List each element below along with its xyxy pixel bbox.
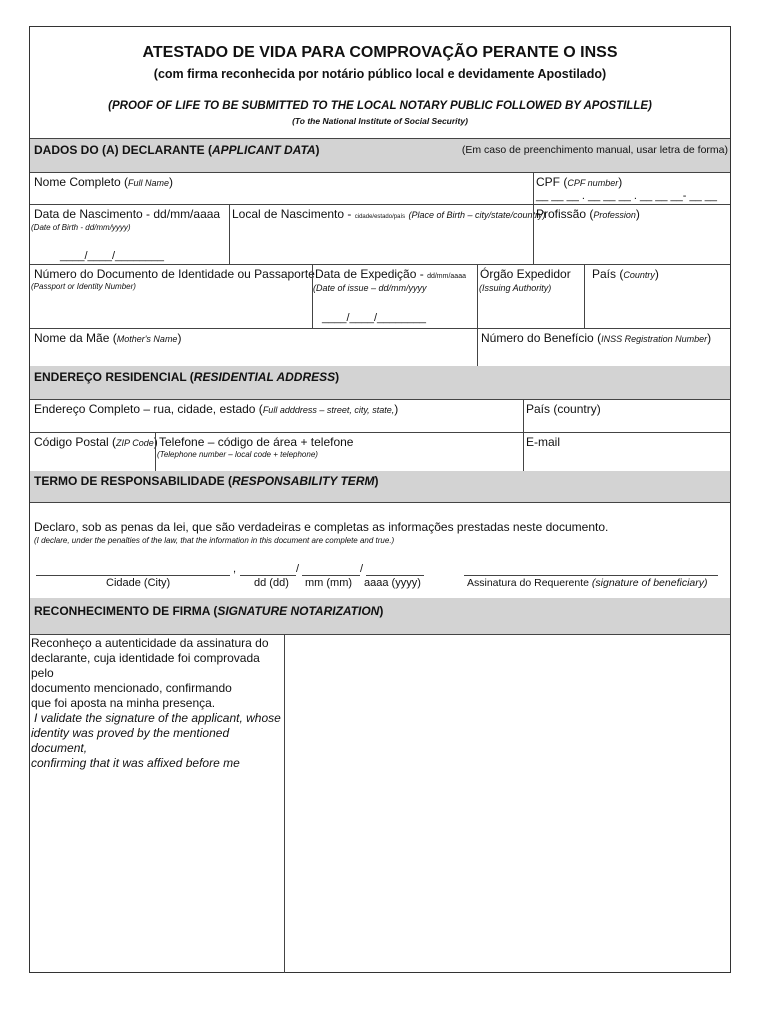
full-name-label-en: Full Name bbox=[128, 178, 170, 188]
birth-date-label: Data de Nascimento - dd/mm/aaaa bbox=[34, 207, 221, 221]
fill-instruction-note: (Em caso de preenchimento manual, usar letra de forma) bbox=[461, 144, 728, 156]
heading-close: ) bbox=[335, 370, 340, 384]
divider bbox=[523, 399, 524, 471]
full-address-label-en: Full adddress – street, city, state, bbox=[262, 405, 395, 415]
month-line[interactable] bbox=[302, 575, 360, 576]
declaration-text-en: (I declare, under the penalties of the law, that the information in this document are complete and true.) bbox=[34, 536, 395, 545]
notarization-line: declarante, cuja identidade foi comprovada pelo bbox=[31, 651, 260, 680]
form-subtitle: (com firma reconhecida por notário público local e devidamente Apostilado) bbox=[153, 67, 607, 81]
month-label: mm (mm) bbox=[305, 577, 353, 589]
proof-of-life-form: ATESTADO DE VIDA PARA COMPROVAÇÃO PERANTE O INSS (com firma reconhecida por notário público local e devidamente Apostilado) (PROOF OF LIFE TO BE SUBMITTED TO THE LOCAL NOTARY PUBLIC FOLLOWED BY APOSTILLE) (To the National Institute of Social Security) DADOS DO (A) DECLARANTE (APPLICANT DATA) (Em caso de preenchimento manual, usar letra de forma) Nome Completo (Full Name) CPF (CPF number) __ __ __ . __ __ __ . __ __ __- __ __ Data de Nascimento - dd/mm/aaaa (Date of Birth - dd/mm/yyyy) ____/____/________ Local de Nascimento - cidade/estado/país (Place of Birth – city/state/country) Profissão (Profession) Número do Documento de Identidade ou Passaporte (Passport or Identity Number) Data de Expedição - dd/mm/aaaa (Date of issue – dd/mm/yyyy ____/____/________ Órgão Expedidor (Issuing Authority) País (Country) Nome da Mãe (Mother's Name) Número do Benefício (INSS Registration Number) ENDEREÇO RESIDENCIAL (RESIDENTIAL ADDRESS) Endereço Completo – rua, cidade, estado (Full adddress – street, city, state,) País (country) Código Postal (ZIP Code) Telefone – código de área + telefone (Telephone number – local code + telephone) E-mail TERMO DE RESPONSABILIDADE (RESPONSABILITY TERM) Declaro, sob as penas da lei, que são verdadeiras e completas as informações prestadas neste documento. (I declare, under the penalties of the law, that the information in this document are complete and true.) , / / Cidade (City) dd (dd) mm (mm) aaaa (yyyy) Assinatura do Requerente (signature of beneficiary) RECONHECIMENTO DE FIRMA (SIGNATURE NOTARIZATION) Reconheço a autenticidade da assinatura do declarante, cuja identidade foi comprovada pelo documento mencionado, confirmando que foi aposta na minha presença. I validate the signature of the applicant, whose identity was proved by the mentioned document, confirming that it was affixed before me bbox=[29, 26, 731, 973]
divider bbox=[533, 204, 534, 264]
divider bbox=[30, 204, 730, 205]
heading-pt: RECONHECIMENTO DE FIRMA ( bbox=[34, 604, 218, 618]
heading-en: RESIDENTIAL ADDRESS bbox=[193, 370, 336, 384]
divider bbox=[30, 432, 730, 433]
city-label: Cidade (City) bbox=[106, 577, 171, 589]
document-number-label-en: (Passport or Identity Number) bbox=[31, 282, 136, 291]
telephone-label: Telefone – código de área + telefone bbox=[159, 435, 354, 449]
notarization-line: documento mencionado, confirmando bbox=[31, 681, 232, 695]
heading-en: APPLICANT DATA bbox=[212, 143, 316, 157]
full-address-label: Endereço Completo – rua, cidade, estado ( bbox=[34, 402, 263, 416]
divider bbox=[30, 138, 730, 139]
notarization-text bbox=[31, 636, 283, 771]
country-label-en: Country bbox=[623, 270, 655, 280]
birth-place-small: cidade/estado/país bbox=[354, 214, 406, 220]
heading-pt: ENDEREÇO RESIDENCIAL ( bbox=[34, 370, 194, 384]
mother-name-label: Nome da Mãe ( bbox=[34, 331, 117, 345]
day-line[interactable] bbox=[240, 575, 296, 576]
full-address-field[interactable]: Endereço Completo – rua, cidade, estado (Full adddress – street, city, state,) bbox=[34, 402, 399, 416]
divider bbox=[155, 432, 156, 471]
divider bbox=[477, 264, 478, 328]
english-subtitle: (To the National Institute of Social Security) bbox=[292, 116, 468, 126]
benefit-number-label: Número do Benefício ( bbox=[481, 331, 602, 345]
cpf-label-en: CPF number bbox=[567, 178, 619, 188]
heading-pt: DADOS DO (A) DECLARANTE ( bbox=[34, 143, 212, 157]
heading-pt: TERMO DE RESPONSABILIDADE ( bbox=[34, 474, 233, 488]
profession-label-en: Profession bbox=[593, 210, 636, 220]
birth-date-field[interactable]: ____/____/________ bbox=[60, 250, 164, 262]
divider bbox=[30, 502, 730, 503]
section-heading-address bbox=[34, 370, 339, 384]
country-label: País ( bbox=[592, 267, 624, 281]
notarization-line-en: I validate the signature of the applicant, whose bbox=[34, 711, 281, 725]
divider bbox=[30, 172, 730, 173]
heading-en: SIGNATURE NOTARIZATION bbox=[217, 604, 380, 618]
issue-date-blank[interactable]: ____/____/________ bbox=[322, 312, 426, 324]
address-country-field[interactable]: País (country) bbox=[526, 402, 601, 416]
divider bbox=[30, 328, 730, 329]
notarization-line: Reconheço a autenticidade da assinatura do bbox=[31, 636, 269, 650]
notary-stamp-area[interactable] bbox=[285, 635, 731, 973]
profession-label: Profissão ( bbox=[536, 207, 594, 221]
issue-date-label-en: (Date of issue – dd/mm/yyyy bbox=[313, 283, 427, 293]
notarization-line-en: identity was proved by the mentioned document, bbox=[31, 726, 230, 755]
section-heading-notarization bbox=[34, 604, 383, 618]
profession-field[interactable]: Profissão (Profession) bbox=[536, 207, 640, 221]
mother-name-label-en: Mother's Name bbox=[116, 334, 178, 344]
issuing-authority-label-en: (Issuing Authority) bbox=[479, 283, 552, 293]
heading-close: ) bbox=[315, 143, 320, 157]
day-label: dd (dd) bbox=[254, 577, 289, 589]
divider bbox=[312, 264, 313, 328]
divider bbox=[584, 264, 585, 328]
notarization-line: que foi aposta na minha presença. bbox=[31, 696, 216, 710]
issue-date-field[interactable] bbox=[315, 267, 466, 281]
signature-label-en: (signature of beneficiary) bbox=[591, 577, 708, 589]
divider bbox=[30, 264, 730, 265]
zip-code-label-en: ZIP Code bbox=[116, 438, 154, 448]
benefit-number-label-en: INSS Registration Number bbox=[601, 334, 708, 344]
issuing-authority-label: Órgão Expedidor bbox=[480, 267, 571, 281]
full-name-field[interactable]: Nome Completo (Full Name) bbox=[34, 175, 174, 189]
cpf-label: CPF ( bbox=[536, 175, 568, 189]
signature-line[interactable] bbox=[464, 575, 718, 576]
cpf-field[interactable]: CPF (CPF number) bbox=[536, 175, 623, 189]
heading-en: RESPONSABILITY TERM bbox=[232, 474, 375, 488]
section-heading-applicant bbox=[34, 143, 320, 157]
signature-label bbox=[467, 577, 707, 589]
telephone-label-en[interactable]: (Telephone number – local code + telephone) bbox=[157, 450, 318, 459]
birth-place-field[interactable] bbox=[232, 207, 546, 221]
english-title: (PROOF OF LIFE TO BE SUBMITTED TO THE LOCAL NOTARY PUBLIC FOLLOWED BY APOSTILLE) bbox=[108, 100, 652, 112]
year-line[interactable] bbox=[366, 575, 424, 576]
country-field[interactable]: País (Country) bbox=[592, 267, 659, 281]
city-line[interactable] bbox=[36, 575, 230, 576]
issue-date-label: Data de Expedição - bbox=[315, 267, 424, 281]
divider bbox=[533, 172, 534, 204]
birth-date-label-en: (Date of Birth - dd/mm/yyyy) bbox=[31, 223, 131, 232]
benefit-number-field[interactable]: Número do Benefício (INSS Registration Number) bbox=[481, 331, 712, 345]
section-heading-term bbox=[34, 474, 378, 488]
date-separator: , bbox=[233, 563, 237, 575]
divider bbox=[30, 399, 730, 400]
birth-place-label-en: (Place of Birth – city/state/country) bbox=[408, 210, 546, 220]
heading-close: ) bbox=[379, 604, 384, 618]
email-field[interactable]: E-mail bbox=[526, 435, 561, 449]
notarization-line-en: confirming that it was affixed before me bbox=[31, 756, 240, 770]
document-number-label: Número do Documento de Identidade ou Passaporte bbox=[34, 267, 315, 281]
declaration-text: Declaro, sob as penas da lei, que são verdadeiras e completas as informações prestadas neste documento. bbox=[34, 520, 609, 534]
birth-place-label: Local de Nascimento - bbox=[232, 207, 352, 221]
zip-code-field[interactable]: Código Postal (ZIP Code) bbox=[34, 435, 158, 449]
divider bbox=[229, 204, 230, 264]
cpf-mask: __ __ __ . __ __ __ . __ __ __- __ __ bbox=[536, 190, 718, 202]
mother-name-field[interactable]: Nome da Mãe (Mother's Name) bbox=[34, 331, 182, 345]
issue-date-small: dd/mm/aaaa bbox=[427, 273, 466, 280]
divider bbox=[477, 328, 478, 366]
zip-code-label: Código Postal ( bbox=[34, 435, 117, 449]
signature-label-pt: Assinatura do Requerente bbox=[467, 577, 589, 589]
form-title: ATESTADO DE VIDA PARA COMPROVAÇÃO PERANTE O INSS bbox=[142, 44, 618, 61]
heading-close: ) bbox=[374, 474, 379, 488]
year-label: aaaa (yyyy) bbox=[364, 577, 421, 589]
full-name-label: Nome Completo ( bbox=[34, 175, 129, 189]
